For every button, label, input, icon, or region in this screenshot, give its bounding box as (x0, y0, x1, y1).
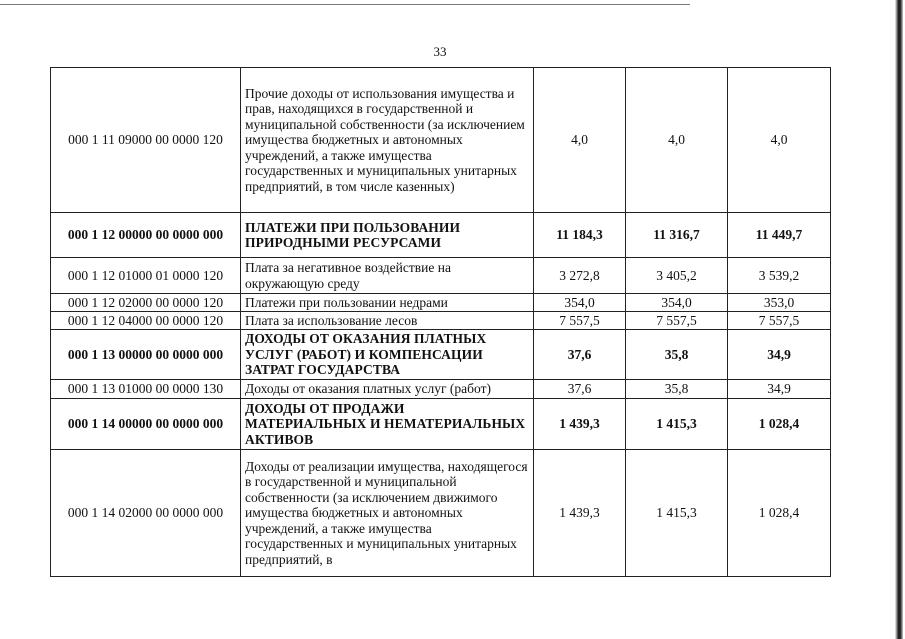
table-row (51, 213, 831, 258)
value-year3-cell: 1 028,4 (728, 399, 831, 450)
value-year3-cell: 11 449,7 (728, 213, 831, 258)
budget-code-cell: 000 1 13 00000 00 0000 000 (51, 330, 241, 380)
value-year1-cell: 37,6 (534, 380, 626, 399)
value-year2-cell: 35,8 (626, 330, 728, 380)
description-cell: Плата за негативное воздействие на окружающую среду (241, 258, 534, 294)
description-cell: Доходы от оказания платных услуг (работ) (241, 380, 534, 399)
budget-code-cell: 000 1 13 01000 00 0000 130 (51, 380, 241, 399)
value-year2-cell: 3 405,2 (626, 258, 728, 294)
description-cell: ДОХОДЫ ОТ ПРОДАЖИ МАТЕРИАЛЬНЫХ И НЕМАТЕРИАЛЬНЫХ АКТИВОВ (241, 399, 534, 450)
value-year3-cell: 1 028,4 (728, 450, 831, 577)
description-cell: ПЛАТЕЖИ ПРИ ПОЛЬЗОВАНИИ ПРИРОДНЫМИ РЕСУРСАМИ (241, 213, 534, 258)
budget-code-cell: 000 1 12 00000 00 0000 000 (51, 213, 241, 258)
value-year1-cell: 1 439,3 (534, 450, 626, 577)
value-year3-cell: 3 539,2 (728, 258, 831, 294)
table-row (51, 450, 831, 577)
budget-revenue-table (50, 67, 831, 577)
budget-code-cell: 000 1 14 02000 00 0000 000 (51, 450, 241, 577)
value-year1-cell: 11 184,3 (534, 213, 626, 258)
value-year1-cell: 354,0 (534, 294, 626, 312)
value-year3-cell: 34,9 (728, 380, 831, 399)
value-year3-cell: 7 557,5 (728, 312, 831, 330)
value-year3-cell: 353,0 (728, 294, 831, 312)
value-year2-cell: 354,0 (626, 294, 728, 312)
table-row (51, 399, 831, 450)
table-row (51, 258, 831, 294)
value-year3-cell: 34,9 (728, 330, 831, 380)
value-year2-cell: 4,0 (626, 68, 728, 213)
description-cell: ДОХОДЫ ОТ ОКАЗАНИЯ ПЛАТНЫХ УСЛУГ (РАБОТ) И КОМПЕНСАЦИИ ЗАТРАТ ГОСУДАРСТВА (241, 330, 534, 380)
description-cell: Плата за использование лесов (241, 312, 534, 330)
scan-page-edge (895, 0, 903, 639)
description-cell: Платежи при пользовании недрами (241, 294, 534, 312)
table-row (51, 312, 831, 330)
budget-code-cell: 000 1 14 00000 00 0000 000 (51, 399, 241, 450)
value-year1-cell: 1 439,3 (534, 399, 626, 450)
value-year2-cell: 1 415,3 (626, 399, 728, 450)
description-cell: Прочие доходы от использования имущества и прав, находящихся в государственной и муниципальной собственности (за исключением имущества бюджетных и автономных учреждений, а также имущества государственных и муниципальных унитарных предприятий, в том числе казенных) (241, 68, 534, 213)
value-year3-cell: 4,0 (728, 68, 831, 213)
value-year2-cell: 1 415,3 (626, 450, 728, 577)
value-year1-cell: 7 557,5 (534, 312, 626, 330)
scan-top-rule (0, 4, 690, 5)
budget-code-cell: 000 1 11 09000 00 0000 120 (51, 68, 241, 213)
budget-code-cell: 000 1 12 01000 01 0000 120 (51, 258, 241, 294)
table-row (51, 68, 831, 213)
value-year2-cell: 7 557,5 (626, 312, 728, 330)
value-year1-cell: 3 272,8 (534, 258, 626, 294)
table-row (51, 330, 831, 380)
page-number: 33 (433, 44, 447, 59)
budget-code-cell: 000 1 12 04000 00 0000 120 (51, 312, 241, 330)
value-year2-cell: 11 316,7 (626, 213, 728, 258)
value-year1-cell: 37,6 (534, 330, 626, 380)
table-row (51, 294, 831, 312)
value-year1-cell: 4,0 (534, 68, 626, 213)
description-cell: Доходы от реализации имущества, находящегося в государственной и муниципальной собственности (за исключением движимого имущества бюджетных и автономных учреждений, а также имущества государственных и муниципальных унитарных предприятий, в (241, 450, 534, 577)
budget-code-cell: 000 1 12 02000 00 0000 120 (51, 294, 241, 312)
value-year2-cell: 35,8 (626, 380, 728, 399)
table-row (51, 380, 831, 399)
